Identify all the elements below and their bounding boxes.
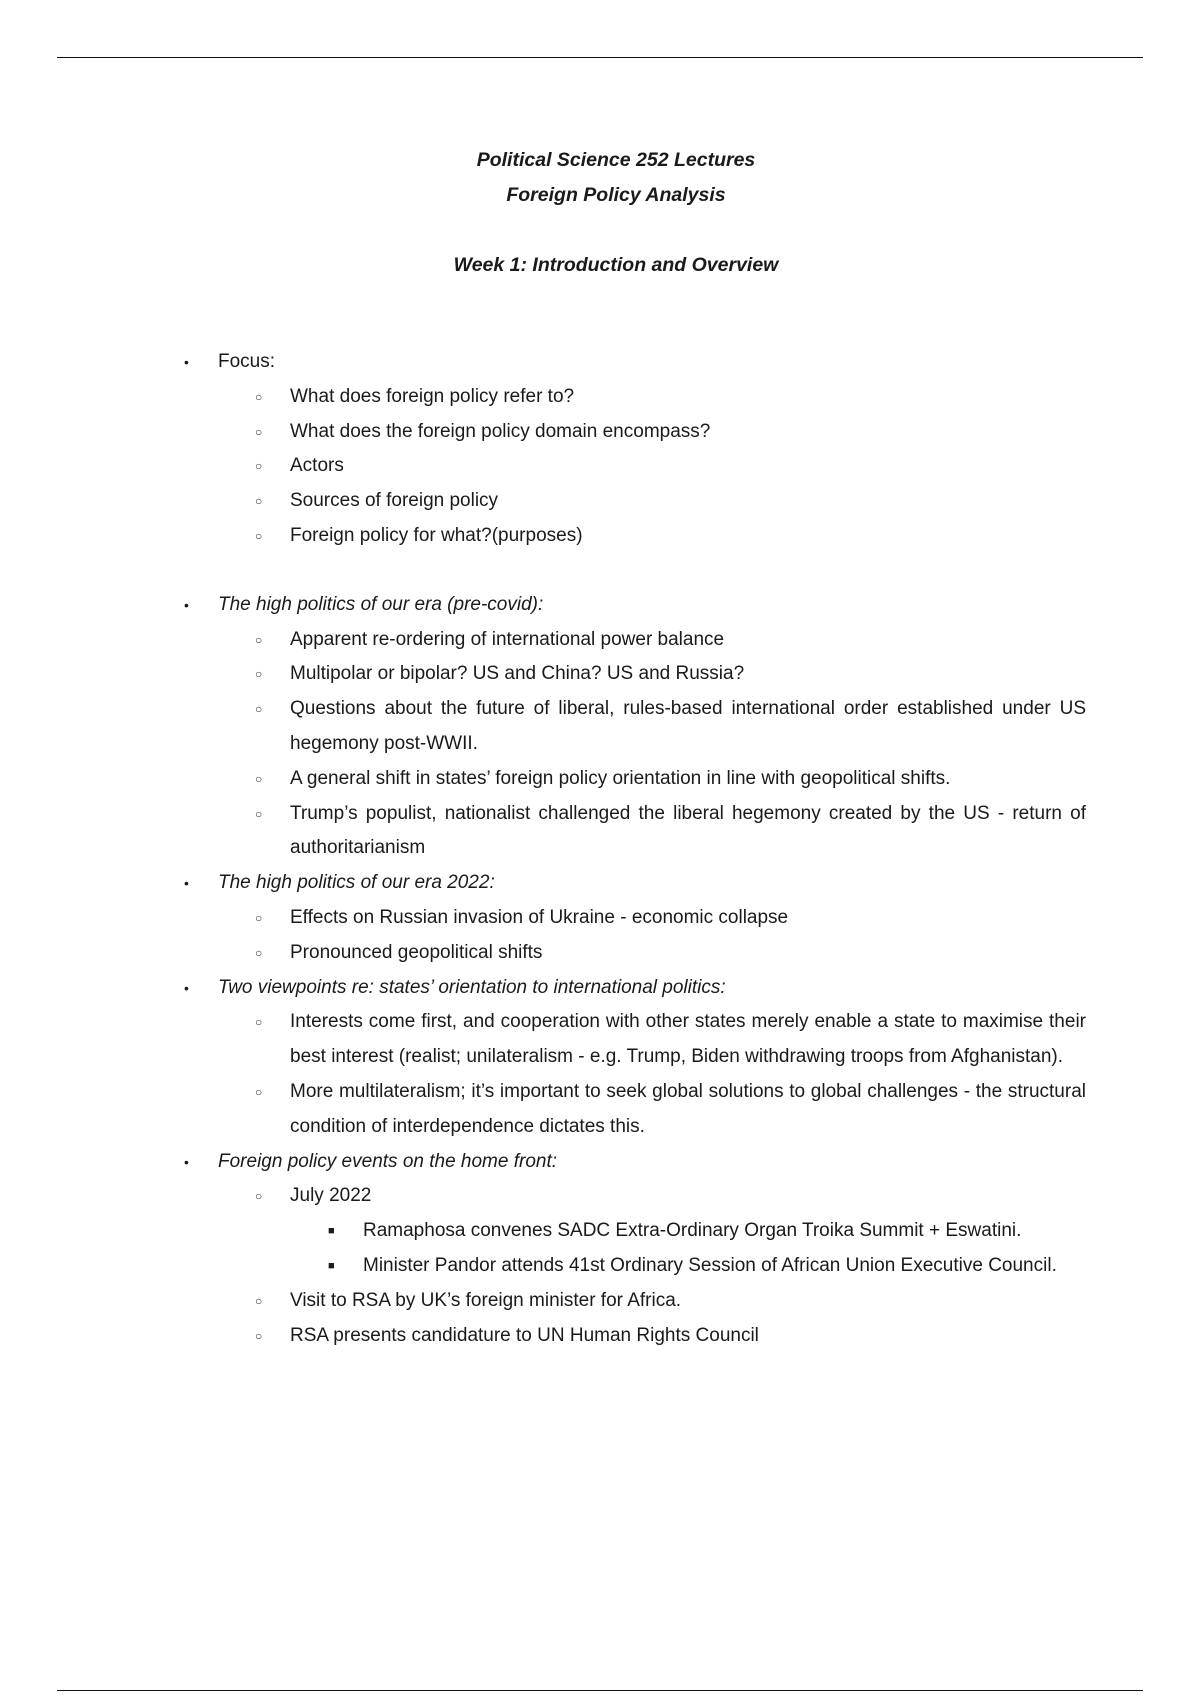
list-item: ○ What does foreign policy refer to?	[0, 380, 1086, 415]
list-item: ○ Pronounced geopolitical shifts	[0, 936, 1086, 971]
section-label: Focus:	[218, 351, 276, 372]
section-label: Two viewpoints re: states’ orientation to international politics:	[218, 976, 726, 998]
list-item: ○ Foreign policy for what?(purposes)	[0, 519, 1086, 554]
course-title: Political Science 252 Lectures	[476, 149, 756, 171]
square-bullet-icon: ■	[328, 1225, 335, 1238]
circle-bullet-icon: ○	[255, 459, 263, 474]
list-item: ○ Interests come first, and cooperation with other states merely enable a state to maximise their best interest (realist; unilateralism - e.g. Trump, Biden withdrawing troops from Afghanistan).	[0, 1005, 1086, 1075]
list-item: ○ A general shift in states’ foreign policy orientation in line with geopolitical shifts.	[0, 762, 1086, 797]
section-label: The high politics of our era 2022:	[218, 872, 495, 894]
top-rule	[57, 57, 1143, 58]
document-heading	[0, 143, 1200, 283]
list-item: ○ Sources of foreign policy	[0, 484, 1086, 519]
list-item: ○ Effects on Russian invasion of Ukraine - economic collapse	[0, 901, 1086, 936]
circle-bullet-icon: ○	[255, 806, 263, 821]
circle-bullet-icon: ○	[255, 528, 263, 543]
list-item: ○ Visit to RSA by UK’s foreign minister for Africa.	[0, 1284, 1086, 1319]
list-item: ○ Trump’s populist, nationalist challenged the liberal hegemony created by the US - return of authoritarianism	[0, 797, 1086, 867]
square-bullet-icon: ■	[328, 1259, 335, 1272]
circle-bullet-icon: ○	[255, 667, 263, 682]
outline-list	[0, 345, 1200, 1353]
viewpoints-section	[0, 971, 1086, 1145]
high-politics-2022-section	[0, 866, 1086, 970]
bullet-icon: •	[184, 875, 189, 892]
list-item: ○ Apparent re-ordering of international power balance	[0, 623, 1086, 658]
list-item: ○ Multipolar or bipolar? US and China? US and Russia?	[0, 657, 1086, 692]
list-item: ○ What does the foreign policy domain encompass?	[0, 415, 1086, 450]
high-politics-precovid-section	[0, 588, 1086, 866]
list-item: ○ Questions about the future of liberal, rules-based international order established under US hegemony post-WWII.	[0, 692, 1086, 762]
circle-bullet-icon: ○	[255, 702, 263, 717]
bottom-rule	[57, 1690, 1143, 1691]
circle-bullet-icon: ○	[255, 910, 263, 925]
circle-bullet-icon: ○	[255, 771, 263, 786]
home-front-section	[0, 1145, 1086, 1354]
week-title: Week 1: Introduction and Overview	[453, 254, 779, 276]
circle-bullet-icon: ○	[255, 1293, 263, 1308]
circle-bullet-icon: ○	[255, 1189, 263, 1204]
circle-bullet-icon: ○	[255, 1328, 263, 1343]
bullet-icon: •	[184, 979, 189, 996]
sub-list-item: ■ Ramaphosa convenes SADC Extra-Ordinary Organ Troika Summit + Eswatini.	[0, 1214, 1086, 1249]
circle-bullet-icon: ○	[255, 632, 263, 647]
circle-bullet-icon: ○	[255, 1084, 263, 1099]
circle-bullet-icon: ○	[255, 494, 263, 509]
list-item: ○ More multilateralism; it’s important to seek global solutions to global challenges - the structural condition of interdependence dictates this.	[0, 1075, 1086, 1145]
section-label: The high politics of our era (pre-covid):	[218, 593, 544, 615]
subject-title: Foreign Policy Analysis	[506, 184, 726, 206]
circle-bullet-icon: ○	[255, 389, 263, 404]
circle-bullet-icon: ○	[255, 424, 263, 439]
bullet-icon: •	[184, 1153, 189, 1170]
bullet-icon: •	[184, 354, 189, 370]
section-label: Foreign policy events on the home front:	[218, 1150, 558, 1172]
list-item: ○ July 2022 ■ Ramaphosa convenes SADC Extra-Ordinary Organ Troika Summit + Eswatini. ■ Minister Pandor attends 41st Ordinary Session of African Union Executive Council.	[0, 1179, 1086, 1283]
list-item: ○ Actors	[0, 449, 1086, 484]
circle-bullet-icon: ○	[255, 1015, 263, 1030]
focus-section	[0, 345, 1086, 554]
bullet-icon: •	[184, 596, 189, 613]
circle-bullet-icon: ○	[255, 945, 263, 960]
sub-list-item: ■ Minister Pandor attends 41st Ordinary Session of African Union Executive Council.	[0, 1249, 1086, 1284]
lecture-notes	[0, 345, 1200, 1353]
list-item: ○ RSA presents candidature to UN Human Rights Council	[0, 1319, 1086, 1354]
